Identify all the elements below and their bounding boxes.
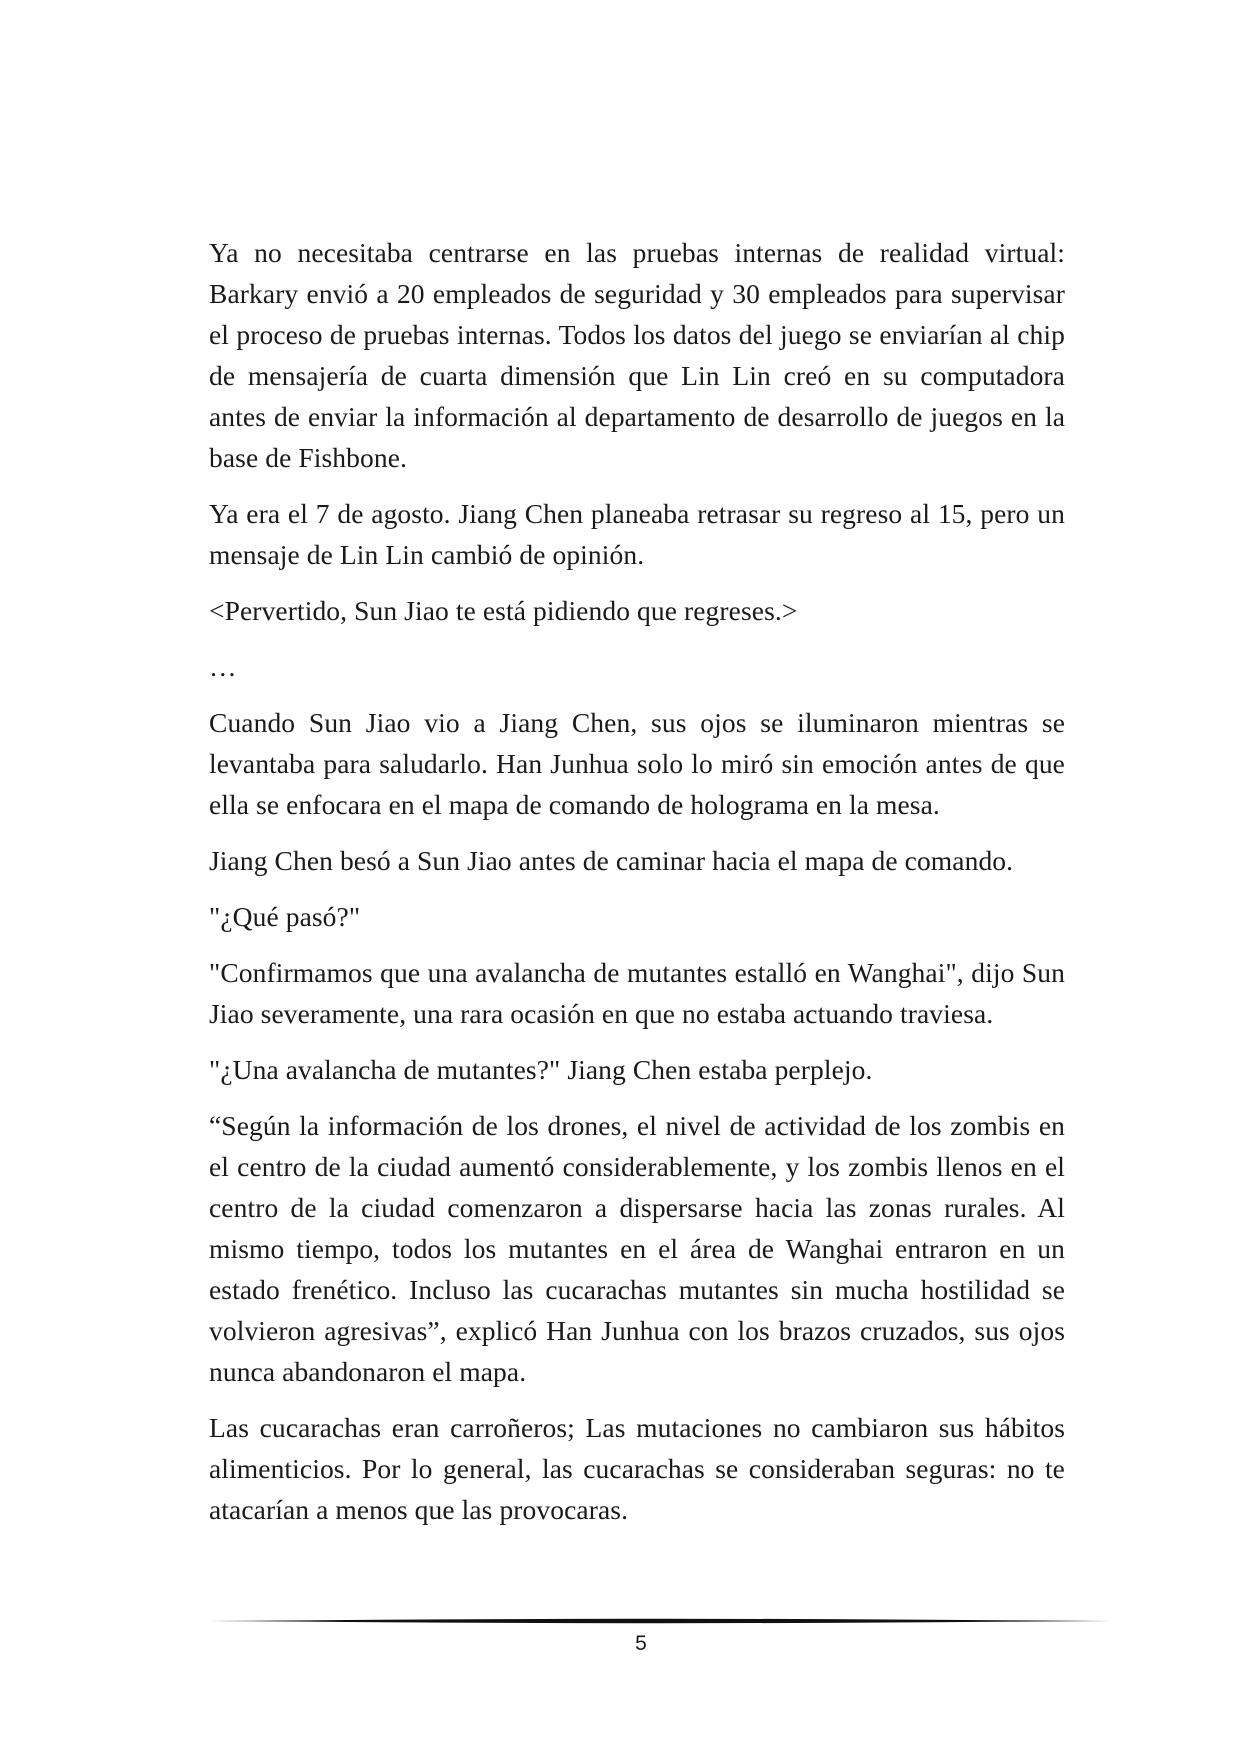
footer-divider <box>209 1614 1111 1628</box>
footer-divider-swash <box>209 1619 1111 1623</box>
paragraph: “Según la información de los drones, el nivel de actividad de los zombis en el centro de la ciudad aumentó considerablemente, y los zombis llenos en el centro de la ciudad comenzaron a dispersarse hacia las zonas rurales. Al mismo tiempo, todos los mutantes en el área de Wanghai entraron en un estado frenético. Incluso las cucarachas mutantes sin mucha hostilidad se volvieron agresivas”, explicó Han Junhua con los brazos cruzados, sus ojos nunca abandonaron el mapa. <box>209 1110 1065 1387</box>
paragraph: Cuando Sun Jiao vio a Jiang Chen, sus ojos se iluminaron mientras se levantaba para saludarlo. Han Junhua solo lo miró sin emoción antes de que ella se enfocara en el mapa de comando de holograma en la mesa. <box>209 707 1065 820</box>
page-number: 5 <box>635 1632 647 1655</box>
paragraph: Jiang Chen besó a Sun Jiao antes de caminar hacia el mapa de comando. <box>209 845 1014 876</box>
scene-break: … <box>209 651 237 682</box>
paragraph: "Confirmamos que una avalancha de mutantes estalló en Wanghai", dijo Sun Jiao severamente, una rara ocasión en que no estaba actuando traviesa. <box>209 957 1065 1029</box>
dialogue-line: "¿Una avalancha de mutantes?" Jiang Chen estaba perplejo. <box>209 1054 873 1085</box>
paragraph: <Pervertido, Sun Jiao te está pidiendo que regreses.> <box>209 595 798 626</box>
paragraph: Las cucarachas eran carroñeros; Las mutaciones no cambiaron sus hábitos alimenticios. Por lo general, las cucarachas se consideraban seguras: no te atacarían a menos que las provocaras. <box>209 1412 1065 1525</box>
page-body <box>209 232 1065 1530</box>
paragraph: Ya no necesitaba centrarse en las pruebas internas de realidad virtual: Barkary envió a 20 empleados de seguridad y 30 empleados para supervisar el proceso de pruebas internas. Todos los datos del juego se enviarían al chip de mensajería de cuarta dimensión que Lin Lin creó en su computadora antes de enviar la información al departamento de desarrollo de juegos en la base de Fishbone. <box>209 237 1065 473</box>
paragraph: Ya era el 7 de agosto. Jiang Chen planeaba retrasar su regreso al 15, pero un mensaje de Lin Lin cambió de opinión. <box>209 498 1065 570</box>
dialogue-line: "¿Qué pasó?" <box>209 901 361 932</box>
